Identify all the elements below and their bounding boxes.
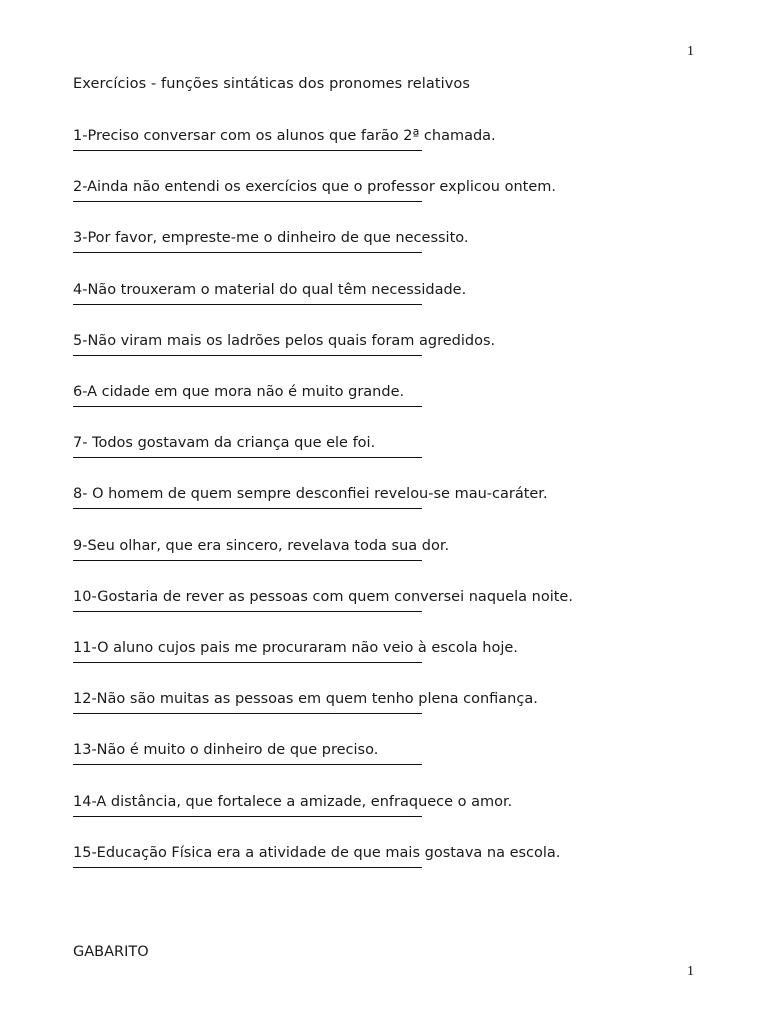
answer-line — [73, 406, 422, 407]
exercise-item — [73, 639, 693, 663]
exercise-question: 2-Ainda não entendi os exercícios que o professor explicou ontem. — [73, 179, 556, 196]
exercise-item — [73, 434, 693, 458]
answer-line — [73, 816, 422, 817]
answer-line — [73, 304, 422, 305]
answer-line — [73, 662, 422, 663]
answer-line — [73, 867, 422, 868]
exercise-item — [73, 690, 693, 714]
exercise-item — [73, 537, 693, 561]
exercise-item — [73, 332, 693, 356]
answer-line — [73, 508, 422, 509]
exercise-item — [73, 178, 693, 202]
exercise-item — [73, 485, 693, 509]
exercise-question: 9-Seu olhar, que era sincero, revelava toda sua dor. — [73, 537, 450, 554]
page-number-bottom: 1 — [687, 964, 694, 979]
answer-line — [73, 201, 422, 202]
exercise-item — [73, 793, 693, 817]
exercise-question: 12-Não são muitas as pessoas em quem tenho plena confiança. — [73, 691, 538, 708]
exercise-question: 7- Todos gostavam da criança que ele foi. — [73, 435, 376, 452]
exercise-item — [73, 588, 693, 612]
page-number-top: 1 — [687, 44, 694, 59]
answer-line — [73, 457, 422, 458]
exercise-item — [73, 229, 693, 253]
exercise-question: 14-A distância, que fortalece a amizade, enfraquece o amor. — [73, 793, 513, 810]
exercise-item — [73, 281, 693, 305]
exercise-question: 8- O homem de quem sempre desconfiei revelou-se mau-caráter. — [73, 486, 548, 503]
exercise-item — [73, 127, 693, 151]
answer-line — [73, 560, 422, 561]
exercise-question: 15-Educação Física era a atividade de que mais gostava na escola. — [73, 844, 561, 861]
answer-line — [73, 713, 422, 714]
answer-line — [73, 252, 422, 253]
page-title: Exercícios - funções sintáticas dos pronomes relativos — [73, 76, 471, 92]
exercise-question: 13-Não é muito o dinheiro de que preciso. — [73, 742, 379, 759]
answer-line — [73, 150, 422, 151]
exercise-question: 5-Não viram mais os ladrões pelos quais foram agredidos. — [73, 332, 496, 349]
answer-line — [73, 355, 422, 356]
exercise-item — [73, 383, 693, 407]
exercise-question: 11-O aluno cujos pais me procuraram não veio à escola hoje. — [73, 640, 518, 656]
exercise-item — [73, 741, 693, 765]
exercise-question: 10-Gostaria de rever as pessoas com quem conversei naquela noite. — [73, 588, 573, 605]
exercise-question: 4-Não trouxeram o material do qual têm necessidade. — [73, 281, 467, 298]
exercise-question: 3-Por favor, empreste-me o dinheiro de que necessito. — [73, 230, 469, 247]
exercise-question: 1-Preciso conversar com os alunos que farão 2ª chamada. — [73, 128, 496, 144]
answer-key-label: GABARITO — [73, 944, 149, 960]
answer-line — [73, 764, 422, 765]
exercise-question: 6-A cidade em que mora não é muito grande. — [73, 384, 405, 400]
exercise-item — [73, 844, 693, 868]
answer-line — [73, 611, 422, 612]
